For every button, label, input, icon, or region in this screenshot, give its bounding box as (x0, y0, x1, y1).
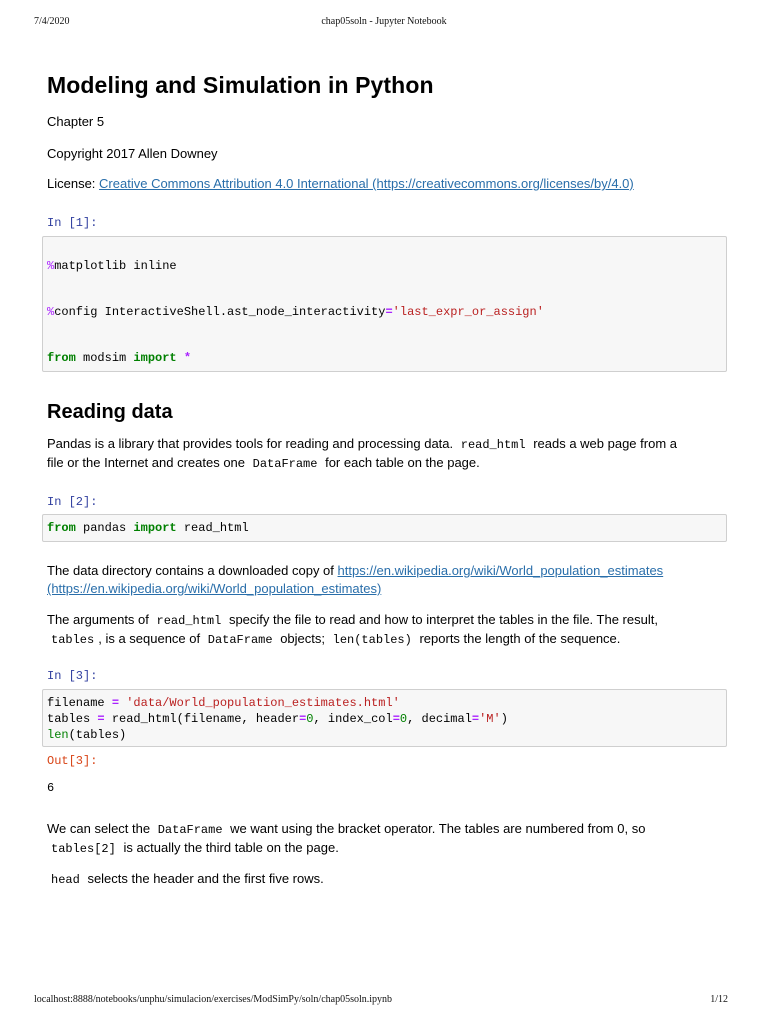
code-line: filename = 'data/World_population_estimates.html' (47, 696, 400, 710)
inline-code: len(tables) (332, 633, 412, 647)
section-heading: Reading data (47, 401, 173, 423)
inline-code: DataFrame (252, 457, 318, 471)
inline-code: tables[2] (51, 842, 116, 856)
inline-code: head (51, 873, 80, 887)
paragraph-5: head selects the header and the first five rows. (47, 870, 728, 889)
paragraph-2: The data directory contains a downloaded copy of https://en.wikipedia.org/wiki/World_population_estimates (https://en.wikipedia.org/wiki/World_population_estimates) (47, 563, 664, 596)
license-line (47, 175, 634, 193)
code-line: len(tables) (47, 728, 127, 742)
cell-2-prompt: In [2]: (47, 495, 98, 509)
cell-1-prompt: In [1]: (47, 216, 98, 230)
paragraph-4: We can select the DataFrame we want using the bracket operator. The tables are numbered from 0, so tables[2] is actually the third table on the page. (47, 821, 646, 856)
inline-code: read_html (156, 614, 222, 628)
inline-code: read_html (460, 438, 526, 452)
cell-3-out-prompt: Out[3]: (47, 754, 98, 768)
license-link[interactable]: Creative Commons Attribution 4.0 International (https://creativecommons.org/licenses/by/4.0) (99, 176, 634, 191)
code-cell-1[interactable] (42, 236, 727, 372)
code-cell-2[interactable] (42, 514, 727, 542)
code-cell-3[interactable] (42, 689, 727, 747)
print-url: localhost:8888/notebooks/unphu/simulacion/exercises/ModSimPy/soln/chap05soln.ipynb (34, 994, 393, 1005)
inline-code: tables (51, 633, 95, 647)
paragraph-1: Pandas is a library that provides tools for reading and processing data. read_html reads a web page from a file or the Internet and creates one DataFrame for each table on the page. (47, 436, 677, 471)
cell-3-prompt: In [3]: (47, 669, 98, 683)
cell-3-output: 6 (47, 781, 55, 795)
copyright-text: Copyright 2017 Allen Downey (47, 146, 218, 161)
print-page-number: 1/12 (710, 994, 728, 1005)
print-doc-title: chap05soln - Jupyter Notebook (321, 16, 447, 27)
code-line: from modsim import * (47, 351, 192, 365)
code-line: from pandas import read_html (47, 521, 249, 535)
code-line: %matplotlib inline (47, 259, 177, 273)
wiki-link[interactable]: https://en.wikipedia.org/wiki/World_population_estimates (337, 563, 664, 578)
inline-code: DataFrame (207, 633, 273, 647)
wiki-link-url[interactable]: (https://en.wikipedia.org/wiki/World_population_estimates) (47, 581, 382, 596)
code-line: tables = read_html(filename, header=0, index_col=0, decimal='M') (47, 712, 508, 726)
print-date: 7/4/2020 (34, 16, 70, 27)
license-label: License: (47, 176, 96, 191)
chapter-text: Chapter 5 (47, 114, 105, 129)
paragraph-3: The arguments of read_html specify the file to read and how to interpret the tables in the file. The result, tables , is a sequence of DataFrame objects; len(tables) reports the length of the sequence. (47, 612, 658, 647)
code-line: %config InteractiveShell.ast_node_interactivity='last_expr_or_assign' (47, 305, 544, 319)
inline-code: DataFrame (157, 823, 223, 837)
page-title: Modeling and Simulation in Python (47, 72, 434, 98)
